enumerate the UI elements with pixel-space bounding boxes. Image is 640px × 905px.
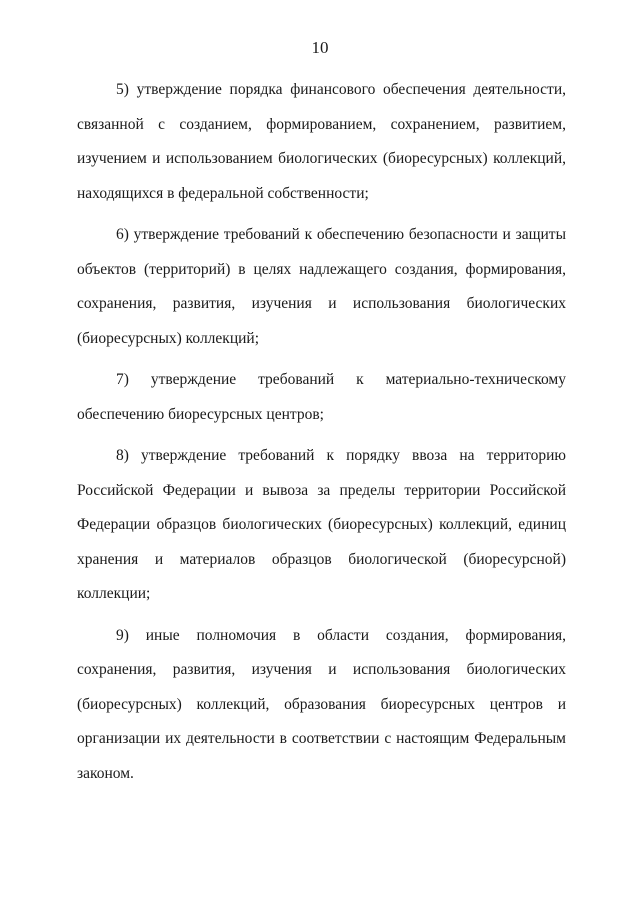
document-body xyxy=(77,73,566,798)
paragraph-item-6: 6) утверждение требований к обеспечению безопасности и защиты объектов (территорий) в целях надлежащего создания, формирования, сохранения, развития, изучения и использования биологических (биоресурсных) коллекций; xyxy=(77,226,566,347)
paragraph-item-5: 5) утверждение порядка финансового обеспечения деятельности, связанной с созданием, формированием, сохранением, развитием, изучением и использованием биологических (биоресурсных) коллекций, находящихся в федеральной собственности; xyxy=(77,81,566,202)
paragraph-item-9: 9) иные полномочия в области создания, формирования, сохранения, развития, изучения и использования биологических (биоресурсных) коллекций, образования биоресурсных центров и организации их деятельности в соответствии с настоящим Федеральным законом. xyxy=(77,626,566,782)
paragraph-item-7: 7) утверждение требований к материально-техническому обеспечению биоресурсных центров; xyxy=(77,371,566,423)
paragraph-item-8: 8) утверждение требований к порядку ввоза на территорию Российской Федерации и вывоза за пределы территории Российской Федерации образцов биологических (биоресурсных) коллекций, единиц хранения и материалов образцов биологической (биоресурсной) коллекции; xyxy=(77,447,566,602)
page-number: 10 xyxy=(311,38,329,57)
